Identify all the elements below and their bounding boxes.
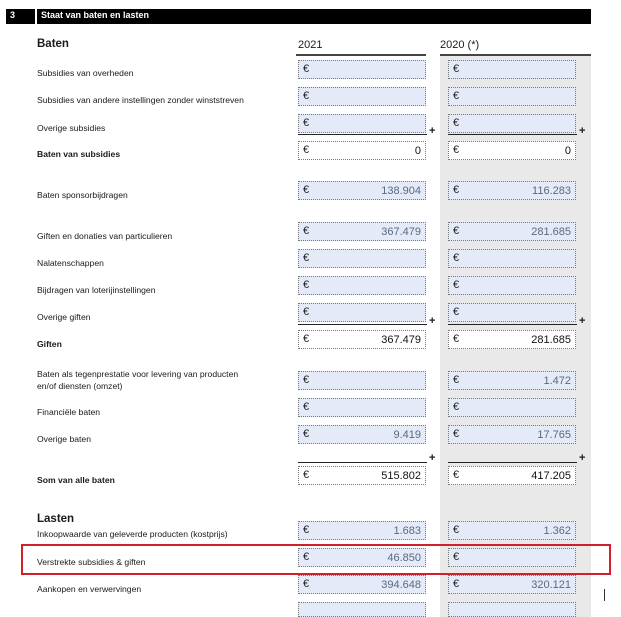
amount-2020-value: 1.362: [543, 525, 571, 537]
row-label: Overige baten: [37, 434, 91, 444]
row-label: Giften en donaties van particulieren: [37, 231, 173, 241]
plus-sign: +: [579, 452, 586, 464]
amount-2020-field[interactable]: [448, 249, 576, 268]
amount-2021-field[interactable]: [298, 87, 426, 106]
row-label: Som van alle baten: [37, 475, 115, 485]
currency-symbol: €: [303, 279, 310, 291]
section-number: 3: [10, 10, 16, 20]
amount-2020-value: 1.472: [543, 375, 571, 387]
amount-2020-value: 320.121: [531, 579, 571, 591]
amount-2021-value: 9.419: [393, 429, 421, 441]
amount-2020-field: [448, 466, 576, 485]
amount-2020-field[interactable]: [448, 575, 576, 594]
currency-symbol: €: [303, 117, 310, 129]
amount-2021-field[interactable]: [298, 114, 426, 133]
currency-symbol: €: [453, 428, 460, 440]
amount-2020-value: 281.685: [531, 334, 571, 346]
row-label: Subsidies van andere instellingen zonder winststreven: [37, 95, 244, 105]
currency-symbol: €: [453, 63, 460, 75]
row-label: Verstrekte subsidies & giften: [37, 557, 146, 567]
amount-2021-value: 46.850: [387, 552, 421, 564]
currency-symbol: €: [303, 524, 310, 536]
row-label: Inkoopwaarde van geleverde producten (kostprijs): [37, 529, 228, 539]
prior-year-label: 2020 (*): [440, 39, 480, 51]
amount-2020-value: 281.685: [531, 226, 571, 238]
currency-symbol: €: [303, 144, 310, 156]
amount-2021-field: [298, 141, 426, 160]
amount-2020-field[interactable]: [448, 521, 576, 540]
amount-2021-value: 1.683: [393, 525, 421, 537]
amount-2020-value: 0: [564, 145, 571, 157]
amount-2021-field[interactable]: [298, 303, 426, 322]
currency-symbol: €: [453, 225, 460, 237]
amount-2021-field[interactable]: [298, 398, 426, 417]
currency-symbol: €: [453, 184, 460, 196]
text-cursor: [604, 589, 605, 601]
row-label: Aankopen en verwervingen: [37, 584, 142, 594]
amount-2021-field: [298, 330, 426, 349]
row-label: Baten van subsidies: [37, 149, 121, 159]
amount-2021-field[interactable]: [298, 60, 426, 79]
row-label: Baten als tegenprestatie voor levering van producten en/of diensten (omzet): [37, 369, 239, 391]
currency-symbol: €: [453, 279, 460, 291]
subtotal-line: [298, 324, 427, 325]
subtotal-line: [448, 462, 577, 463]
currency-symbol: €: [453, 578, 460, 590]
currency-symbol: €: [303, 225, 310, 237]
section-title: Staat van baten en lasten: [41, 10, 150, 20]
header-divider: [35, 9, 37, 24]
highlight-box: [21, 544, 611, 575]
plus-sign: +: [579, 125, 586, 137]
subtotal-line: [448, 324, 577, 325]
amount-2020-field[interactable]: [448, 60, 576, 79]
prior-year-underline: [440, 54, 591, 56]
subtotal-line: [298, 134, 427, 135]
amount-2021-field[interactable]: [298, 371, 426, 390]
current-year-underline: [296, 54, 426, 56]
currency-symbol: €: [303, 469, 310, 481]
baten-heading: Baten: [37, 38, 69, 50]
amount-2021-field[interactable]: [298, 181, 426, 200]
amount-2020-field[interactable]: [448, 398, 576, 417]
amount-2020-field[interactable]: [448, 87, 576, 106]
amount-2021-field-partial[interactable]: [298, 602, 426, 617]
amount-2020-field: [448, 141, 576, 160]
amount-2020-field[interactable]: [448, 303, 576, 322]
amount-2021-value: 138.904: [381, 185, 421, 197]
currency-symbol: €: [303, 551, 310, 563]
amount-2020-value: 417.205: [531, 470, 571, 482]
row-label: Bijdragen van loterijinstellingen: [37, 285, 156, 295]
amount-2020-field[interactable]: [448, 222, 576, 241]
currency-symbol: €: [453, 144, 460, 156]
amount-2021-value: 367.479: [381, 226, 421, 238]
row-label: Giften: [37, 339, 62, 349]
amount-2020-field-partial[interactable]: [448, 602, 576, 617]
currency-symbol: €: [303, 333, 310, 345]
amount-2021-field[interactable]: [298, 276, 426, 295]
amount-2020-field[interactable]: [448, 114, 576, 133]
amount-2021-value: 0: [414, 145, 421, 157]
amount-2020-field[interactable]: [448, 181, 576, 200]
currency-symbol: €: [453, 333, 460, 345]
amount-2021-field[interactable]: [298, 575, 426, 594]
amount-2020-value: 116.283: [532, 185, 571, 197]
amount-2021-field[interactable]: [298, 249, 426, 268]
currency-symbol: €: [453, 252, 460, 264]
row-label: Overige giften: [37, 312, 91, 322]
row-label: Financiële baten: [37, 407, 101, 417]
currency-symbol: €: [453, 524, 460, 536]
currency-symbol: €: [453, 306, 460, 318]
section-header-bar: [6, 9, 591, 24]
row-label: Nalatenschappen: [37, 258, 104, 268]
amount-2021-field: [298, 466, 426, 485]
amount-2021-value: 394.648: [381, 579, 421, 591]
currency-symbol: €: [303, 578, 310, 590]
plus-sign: +: [429, 452, 436, 464]
currency-symbol: €: [453, 117, 460, 129]
currency-symbol: €: [303, 63, 310, 75]
lasten-heading: Lasten: [37, 513, 75, 525]
currency-symbol: €: [453, 90, 460, 102]
currency-symbol: €: [303, 252, 310, 264]
currency-symbol: €: [453, 401, 460, 413]
currency-symbol: €: [303, 428, 310, 440]
amount-2021-field[interactable]: [298, 222, 426, 241]
row-label: Overige subsidies: [37, 123, 106, 133]
currency-symbol: €: [303, 374, 310, 386]
currency-symbol: €: [453, 374, 460, 386]
plus-sign: +: [579, 315, 586, 327]
current-year-label: 2021: [298, 39, 323, 51]
plus-sign: +: [429, 125, 436, 137]
currency-symbol: €: [303, 306, 310, 318]
row-label: Subsidies van overheden: [37, 68, 134, 78]
amount-2020-field[interactable]: [448, 371, 576, 390]
amount-2020-field[interactable]: [448, 425, 576, 444]
amount-2020-value: 17.765: [537, 429, 571, 441]
amount-2021-value: 515.802: [381, 470, 421, 482]
currency-symbol: €: [303, 90, 310, 102]
amount-2021-field[interactable]: [298, 425, 426, 444]
amount-2020-field: [448, 330, 576, 349]
plus-sign: +: [429, 315, 436, 327]
currency-symbol: €: [303, 184, 310, 196]
amount-2021-field[interactable]: [298, 521, 426, 540]
subtotal-line: [448, 134, 577, 135]
currency-symbol: €: [453, 551, 460, 563]
subtotal-line: [298, 462, 427, 463]
currency-symbol: €: [453, 469, 460, 481]
currency-symbol: €: [303, 401, 310, 413]
amount-2020-field[interactable]: [448, 276, 576, 295]
amount-2021-value: 367.479: [381, 334, 421, 346]
row-label: Baten sponsorbijdragen: [37, 190, 128, 200]
